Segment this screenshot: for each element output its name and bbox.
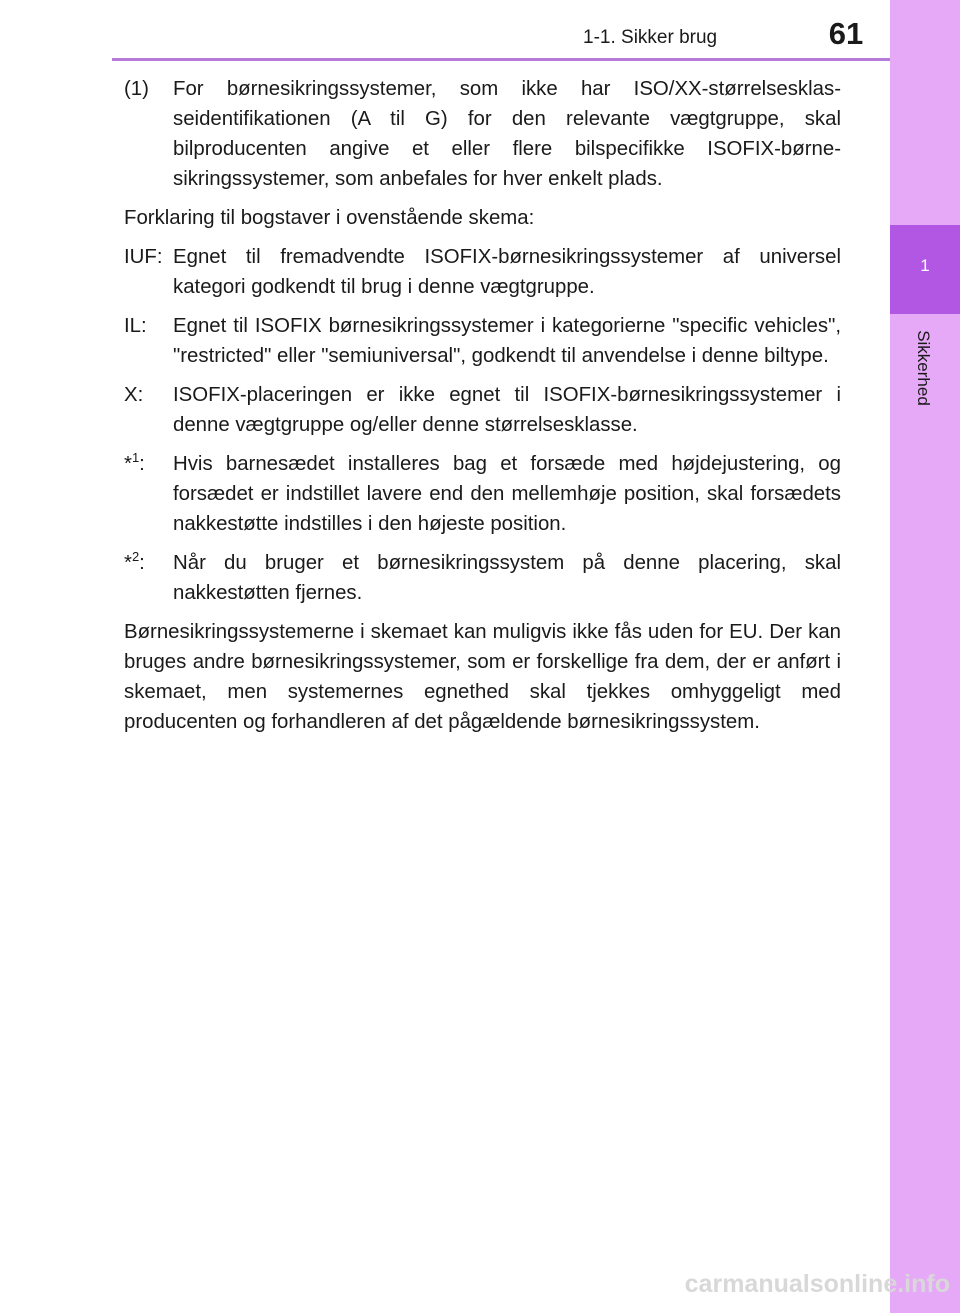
note-1-text: For børnesikringssystemer, som ikke har ISO/XX-størrelsesklas-seidentifikationen (A til G) for den relevante vægtgruppe, skal bilproducenten angive et eller flere bilspecifikke ISOFIX-børne-sikringssystemer, som anbefales for hver enkelt plads. <box>173 78 841 190</box>
chapter-number: 1 <box>920 256 930 275</box>
footnote-2 <box>124 548 841 608</box>
chapter-title: Sikkerhed <box>914 330 933 406</box>
header-divider <box>112 58 890 61</box>
legend-iuf-key: IUF: <box>124 246 163 268</box>
legend-il-key: IL: <box>124 315 147 337</box>
legend-il-text: Egnet til ISOFIX børnesikringssystemer i kategorierne "specific vehicles", "restricted" eller "semiuniversal", godkendt til anvendelse i denne biltype. <box>173 315 841 367</box>
footnote-2-text: Når du bruger et børnesikringssystem på denne placering, skal nakkestøtten fjernes. <box>173 552 841 604</box>
note-1-key: (1) <box>124 78 149 100</box>
footnote-1-key <box>124 449 173 539</box>
chapter-side-tab <box>890 0 960 1313</box>
footnote-1 <box>124 449 841 539</box>
section-title: 1-1. Sikker brug <box>583 27 718 48</box>
legend-x-text: ISOFIX-placeringen er ikke egnet til ISOFIX-børnesikringssystemer i denne vægtgruppe og/eller denne størrelsesklasse. <box>173 384 841 436</box>
footnote-1-asterisk: * <box>124 453 132 475</box>
footnote-1-text: Hvis barnesædet installeres bag et forsæde med højdejustering, og forsædet er indstillet lavere end den mellemhøje position, skal forsædets nakkestøtte indstilles i den højeste position. <box>173 453 841 535</box>
legend-intro: Forklaring til bogstaver i ovenstående skema: <box>124 207 535 229</box>
footnote-2-number: 2 <box>131 549 140 565</box>
page-number: 61 <box>828 16 864 51</box>
note-1 <box>124 74 841 194</box>
legend-iuf-text: Egnet til fremadvendte ISOFIX-børnesikringssystemer af universel kategori godkendt til brug i denne vægtgruppe. <box>173 246 841 298</box>
legend-il <box>124 311 841 371</box>
legend-x-key: X: <box>124 384 144 406</box>
footnote-1-colon: : <box>139 453 145 475</box>
footnote-2-key <box>124 548 173 608</box>
footnote-1-number: 1 <box>131 450 140 466</box>
closing-paragraph: Børnesikringssystemerne i skemaet kan muligvis ikke fås uden for EU. Der kan bruges andre børnesikringssystemer, som er forskellige fra dem, der er anført i skemaet, men systemernes egnethed skal tjekkes omhyggeligt med producenten og forhandleren af det pågældende børnesikringssystem. <box>124 621 841 733</box>
footnote-2-colon: : <box>139 552 145 574</box>
legend-x <box>124 380 841 440</box>
footnote-2-asterisk: * <box>124 552 132 574</box>
page-content <box>124 74 841 746</box>
legend-iuf <box>124 242 841 302</box>
site-watermark: carmanualsonline.info <box>684 1270 950 1298</box>
